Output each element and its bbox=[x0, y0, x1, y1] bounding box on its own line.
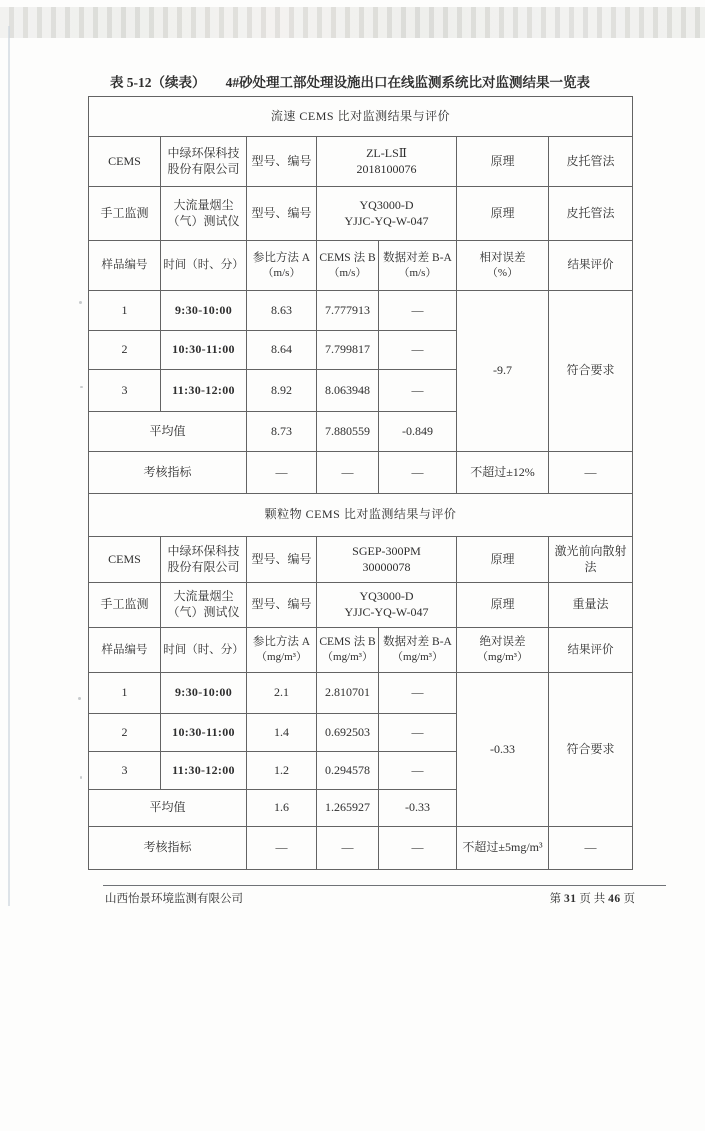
table-row bbox=[89, 291, 633, 331]
t1-r2-no: 2 bbox=[89, 331, 161, 370]
t2-assess-a: — bbox=[247, 827, 317, 870]
table-row bbox=[89, 673, 633, 714]
t2-r3-diff: — bbox=[379, 752, 457, 790]
t2-r2-time: 10:30-11:00 bbox=[161, 714, 247, 752]
t1-r2-a: 8.64 bbox=[247, 331, 317, 370]
document-title bbox=[70, 71, 630, 91]
t1-r2-diff: — bbox=[379, 331, 457, 370]
t1-manual-model-label: 型号、编号 bbox=[247, 187, 317, 241]
t2-manual-model-label: 型号、编号 bbox=[247, 583, 317, 628]
t2-cems-company: 中绿环保科技股份有限公司 bbox=[161, 537, 247, 583]
table-row bbox=[89, 827, 633, 870]
t1-manual-model-name: YQ3000-D bbox=[359, 197, 414, 212]
scan-speck bbox=[80, 386, 83, 388]
t1-manual-company: 大流量烟尘（气）测试仪 bbox=[161, 187, 247, 241]
t2-cems-label: CEMS bbox=[89, 537, 161, 583]
table-number: 表 5-12（续表） bbox=[109, 75, 206, 90]
t1-r1-time: 9:30-10:00 bbox=[161, 291, 247, 331]
t2-evaluation: 符合要求 bbox=[549, 673, 633, 827]
footer-company: 山西怡景环境监测有限公司 bbox=[105, 893, 243, 905]
t2-cems-model-label: 型号、编号 bbox=[247, 537, 317, 583]
t2-absolute-error: -0.33 bbox=[457, 673, 549, 827]
t2-r1-a: 2.1 bbox=[247, 673, 317, 714]
t2-col-time: 时间（时、分） bbox=[161, 628, 247, 673]
t2-cems-serial: 30000078 bbox=[362, 559, 411, 574]
t1-r2-time: 10:30-11:00 bbox=[161, 331, 247, 370]
t1-r1-diff: — bbox=[379, 291, 457, 331]
t2-cems-principle-label: 原理 bbox=[457, 537, 549, 583]
t1-avg-b: 7.880559 bbox=[317, 412, 379, 452]
t1-manual-label: 手工监测 bbox=[89, 187, 161, 241]
t1-cems-model-label: 型号、编号 bbox=[247, 137, 317, 187]
t1-manual-principle: 皮托管法 bbox=[549, 187, 633, 241]
t2-r1-b: 2.810701 bbox=[317, 673, 379, 714]
t1-assess-criterion: 不超过±12% bbox=[457, 452, 549, 494]
t2-col-cems: CEMS 法 B （mg/m³） bbox=[317, 628, 379, 673]
t2-cems-principle: 激光前向散射法 bbox=[549, 537, 633, 583]
t2-r2-diff: — bbox=[379, 714, 457, 752]
t1-assess-b: — bbox=[317, 452, 379, 494]
t2-manual-principle: 重量法 bbox=[549, 583, 633, 628]
t2-manual-model-name: YQ3000-D bbox=[359, 589, 414, 604]
section-title-particulate: 颗粒物 CEMS 比对监测结果与评价 bbox=[89, 494, 633, 537]
footer-rule bbox=[103, 885, 666, 886]
table-row bbox=[89, 452, 633, 494]
t1-r1-a: 8.63 bbox=[247, 291, 317, 331]
t1-assess-a: — bbox=[247, 452, 317, 494]
t2-col-sample: 样品编号 bbox=[89, 628, 161, 673]
t1-cems-label: CEMS bbox=[89, 137, 161, 187]
t2-col-ref: 参比方法 A （mg/m³） bbox=[247, 628, 317, 673]
monitoring-table bbox=[88, 96, 633, 870]
t1-r3-no: 3 bbox=[89, 370, 161, 412]
t1-avg-diff: -0.849 bbox=[379, 412, 457, 452]
t2-assess-criterion: 不超过±5mg/m³ bbox=[457, 827, 549, 870]
t2-manual-company: 大流量烟尘（气）测试仪 bbox=[161, 583, 247, 628]
t2-r3-a: 1.2 bbox=[247, 752, 317, 790]
scan-edge-line bbox=[8, 26, 10, 906]
t1-manual-serial: YJJC-YQ-W-047 bbox=[344, 213, 429, 228]
t2-r1-time: 9:30-10:00 bbox=[161, 673, 247, 714]
t2-col-result: 结果评价 bbox=[549, 628, 633, 673]
t1-cems-company: 中绿环保科技股份有限公司 bbox=[161, 137, 247, 187]
t2-cems-model bbox=[317, 537, 457, 583]
section-title-flow: 流速 CEMS 比对监测结果与评价 bbox=[89, 97, 633, 137]
t2-avg-diff: -0.33 bbox=[379, 790, 457, 827]
t1-evaluation: 符合要求 bbox=[549, 291, 633, 452]
t2-assess-label: 考核指标 bbox=[89, 827, 247, 870]
scan-speck bbox=[80, 776, 82, 779]
scan-speck bbox=[78, 697, 81, 700]
t2-manual-label: 手工监测 bbox=[89, 583, 161, 628]
t2-col-diff: 数据对差 B-A （mg/m³） bbox=[379, 628, 457, 673]
t1-relative-error: -9.7 bbox=[457, 291, 549, 452]
t1-r3-b: 8.063948 bbox=[317, 370, 379, 412]
t2-assess-b: — bbox=[317, 827, 379, 870]
t2-r3-b: 0.294578 bbox=[317, 752, 379, 790]
t2-avg-a: 1.6 bbox=[247, 790, 317, 827]
footer-page-number: 第 31 页 共 46 页 bbox=[549, 893, 635, 905]
t2-r2-b: 0.692503 bbox=[317, 714, 379, 752]
t1-col-sample: 样品编号 bbox=[89, 241, 161, 291]
t2-manual-serial: YJJC-YQ-W-047 bbox=[344, 605, 429, 619]
t2-r1-no: 1 bbox=[89, 673, 161, 714]
t1-col-time: 时间（时、分） bbox=[161, 241, 247, 291]
t2-r3-no: 3 bbox=[89, 752, 161, 790]
t1-cems-model-name: ZL-LSⅡ bbox=[366, 145, 407, 160]
t1-assess-diff: — bbox=[379, 452, 457, 494]
t2-r1-diff: — bbox=[379, 673, 457, 714]
t2-col-error: 绝对误差 （mg/m³） bbox=[457, 628, 549, 673]
t1-col-error: 相对误差 （%） bbox=[457, 241, 549, 291]
t1-col-result: 结果评价 bbox=[549, 241, 633, 291]
t1-r2-b: 7.799817 bbox=[317, 331, 379, 370]
t1-cems-model bbox=[317, 137, 457, 187]
t1-cems-serial: 2018100076 bbox=[356, 161, 417, 176]
t2-cems-model-name: SGEP-300PM bbox=[352, 543, 421, 558]
t2-assess-result: — bbox=[549, 827, 633, 870]
t2-avg-label: 平均值 bbox=[89, 790, 247, 827]
t1-r3-a: 8.92 bbox=[247, 370, 317, 412]
t2-manual-model bbox=[317, 583, 457, 628]
t2-r3-time: 11:30-12:00 bbox=[161, 752, 247, 790]
t1-manual-principle-label: 原理 bbox=[457, 187, 549, 241]
t1-col-ref: 参比方法 A （m/s） bbox=[247, 241, 317, 291]
t1-avg-label: 平均值 bbox=[89, 412, 247, 452]
t2-avg-b: 1.265927 bbox=[317, 790, 379, 827]
t2-r2-no: 2 bbox=[89, 714, 161, 752]
scan-speck bbox=[79, 301, 82, 304]
t1-assess-result: — bbox=[549, 452, 633, 494]
t1-r1-b: 7.777913 bbox=[317, 291, 379, 331]
table-title: 4#砂处理工部处理设施出口在线监测系统比对监测结果一览表 bbox=[225, 75, 591, 90]
t1-r1-no: 1 bbox=[89, 291, 161, 331]
t1-r3-time: 11:30-12:00 bbox=[161, 370, 247, 412]
t1-cems-principle: 皮托管法 bbox=[549, 137, 633, 187]
scan-gray-band bbox=[0, 7, 705, 38]
t2-r2-a: 1.4 bbox=[247, 714, 317, 752]
t1-assess-label: 考核指标 bbox=[89, 452, 247, 494]
t1-avg-a: 8.73 bbox=[247, 412, 317, 452]
t1-manual-model bbox=[317, 187, 457, 241]
t1-cems-principle-label: 原理 bbox=[457, 137, 549, 187]
t2-manual-principle-label: 原理 bbox=[457, 583, 549, 628]
t2-assess-diff: — bbox=[379, 827, 457, 870]
t1-col-diff: 数据对差 B-A （m/s） bbox=[379, 241, 457, 291]
t1-r3-diff: — bbox=[379, 370, 457, 412]
t1-col-cems: CEMS 法 B （m/s） bbox=[317, 241, 379, 291]
